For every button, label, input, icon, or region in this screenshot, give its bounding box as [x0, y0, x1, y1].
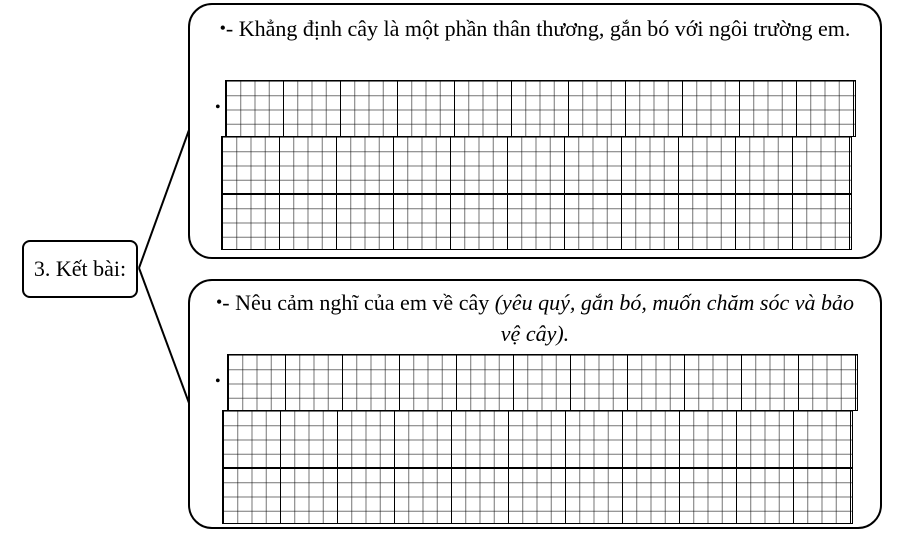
root-label: 3. Kết bài:	[33, 256, 127, 281]
root-node-ket-bai	[22, 240, 138, 298]
bullet-icon: •	[219, 18, 226, 38]
panel-feelings-text	[210, 288, 860, 348]
panel-affirm-text	[210, 14, 860, 45]
panel-feelings-plain: - Nêu cảm nghĩ của em về cây	[222, 290, 495, 315]
writing-grid-row-1[interactable]	[227, 354, 858, 411]
writing-grid-row-2[interactable]	[222, 410, 853, 524]
grid-divider-line	[222, 193, 851, 195]
panel-affirm-plain: - Khẳng định cây là một phần thân thương, gắn bó với ngôi trường em.	[225, 16, 851, 41]
bullet-icon: •	[215, 292, 223, 312]
writing-grid-row-1[interactable]	[225, 80, 856, 137]
row-marker-dot-icon: •	[215, 373, 221, 390]
writing-grid-row-2[interactable]	[221, 136, 852, 250]
panel-feelings-italic: (yêu quý, gắn bó, muốn chăm sóc và bảo vệ cây).	[494, 290, 854, 346]
grid-divider-line	[223, 467, 852, 469]
panel-affirm	[188, 3, 882, 259]
row-marker-dot-icon: •	[215, 99, 221, 116]
panel-feelings	[188, 279, 882, 529]
